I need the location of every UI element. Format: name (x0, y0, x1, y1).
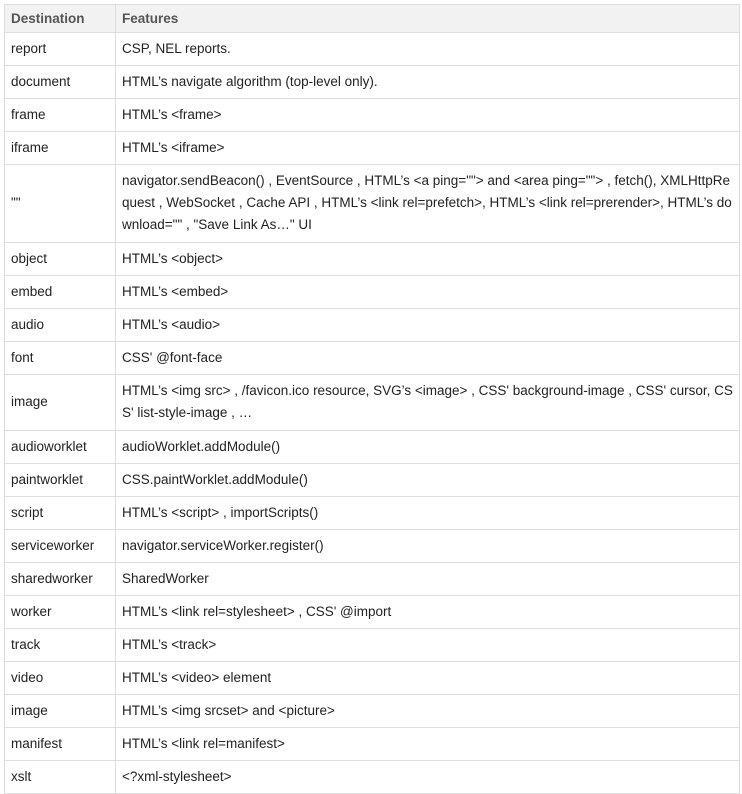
features-cell: HTML’s <track> (116, 629, 740, 662)
table-row (5, 431, 740, 464)
features-cell: HTML’s <script> , importScripts() (116, 497, 740, 530)
table-row (5, 342, 740, 375)
features-cell: HTML’s <iframe> (116, 132, 740, 165)
features-cell: CSP, NEL reports. (116, 33, 740, 66)
table-row (5, 695, 740, 728)
table-row (5, 464, 740, 497)
destination-cell: paintworklet (5, 464, 116, 497)
features-cell: HTML’s <link rel=manifest> (116, 728, 740, 761)
table-row (5, 33, 740, 66)
table-row (5, 66, 740, 99)
destination-cell: document (5, 66, 116, 99)
destination-cell: audio (5, 309, 116, 342)
table-row (5, 165, 740, 243)
destination-cell: image (5, 695, 116, 728)
features-cell: CSS' @font-face (116, 342, 740, 375)
destination-cell: image (5, 375, 116, 431)
destination-cell: iframe (5, 132, 116, 165)
header-row (5, 5, 740, 33)
features-cell: CSS.paintWorklet.addModule() (116, 464, 740, 497)
table-row (5, 530, 740, 563)
features-cell: HTML’s <object> (116, 243, 740, 276)
features-cell: HTML’s navigate algorithm (top-level only). (116, 66, 740, 99)
table-body (5, 33, 740, 794)
table-row (5, 243, 740, 276)
destination-cell: sharedworker (5, 563, 116, 596)
table-row (5, 662, 740, 695)
features-cell: HTML’s <frame> (116, 99, 740, 132)
destination-cell: xslt (5, 761, 116, 794)
table-row (5, 497, 740, 530)
destination-cell: frame (5, 99, 116, 132)
features-cell: HTML’s <link rel=stylesheet> , CSS' @import (116, 596, 740, 629)
table-row (5, 375, 740, 431)
destination-cell: object (5, 243, 116, 276)
destination-cell: embed (5, 276, 116, 309)
features-cell: audioWorklet.addModule() (116, 431, 740, 464)
destination-cell: "" (5, 165, 116, 243)
destination-column-header: Destination (5, 5, 116, 33)
table-row (5, 728, 740, 761)
features-cell: HTML’s <audio> (116, 309, 740, 342)
destination-cell: font (5, 342, 116, 375)
table-row (5, 563, 740, 596)
table-row (5, 276, 740, 309)
destination-cell: script (5, 497, 116, 530)
table-row (5, 596, 740, 629)
features-cell: navigator.serviceWorker.register() (116, 530, 740, 563)
table-header (5, 5, 740, 33)
destination-cell: report (5, 33, 116, 66)
destination-cell: manifest (5, 728, 116, 761)
features-cell: SharedWorker (116, 563, 740, 596)
destination-cell: serviceworker (5, 530, 116, 563)
features-cell: HTML’s <embed> (116, 276, 740, 309)
table-row (5, 629, 740, 662)
table-row (5, 309, 740, 342)
destination-cell: track (5, 629, 116, 662)
destination-cell: audioworklet (5, 431, 116, 464)
features-cell: HTML’s <img src> , /favicon.ico resource, SVG’s <image> , CSS' background-image , CSS' cursor, CSS' list-style-image , … (116, 375, 740, 431)
features-column-header: Features (116, 5, 740, 33)
features-cell: HTML’s <video> element (116, 662, 740, 695)
features-cell: <?xml-stylesheet> (116, 761, 740, 794)
destinations-table (4, 4, 740, 794)
destination-cell: video (5, 662, 116, 695)
features-cell: navigator.sendBeacon() , EventSource , HTML’s <a ping=""> and <area ping=""> , fetch(), XMLHttpRequest , WebSocket , Cache API , HTML’s <link rel=prefetch>, HTML’s <link rel=prerender>, HTML’s download="" , "Save Link As…" UI (116, 165, 740, 243)
features-cell: HTML’s <img srcset> and <picture> (116, 695, 740, 728)
table-row (5, 761, 740, 794)
table-row (5, 132, 740, 165)
destination-cell: worker (5, 596, 116, 629)
table-row (5, 99, 740, 132)
